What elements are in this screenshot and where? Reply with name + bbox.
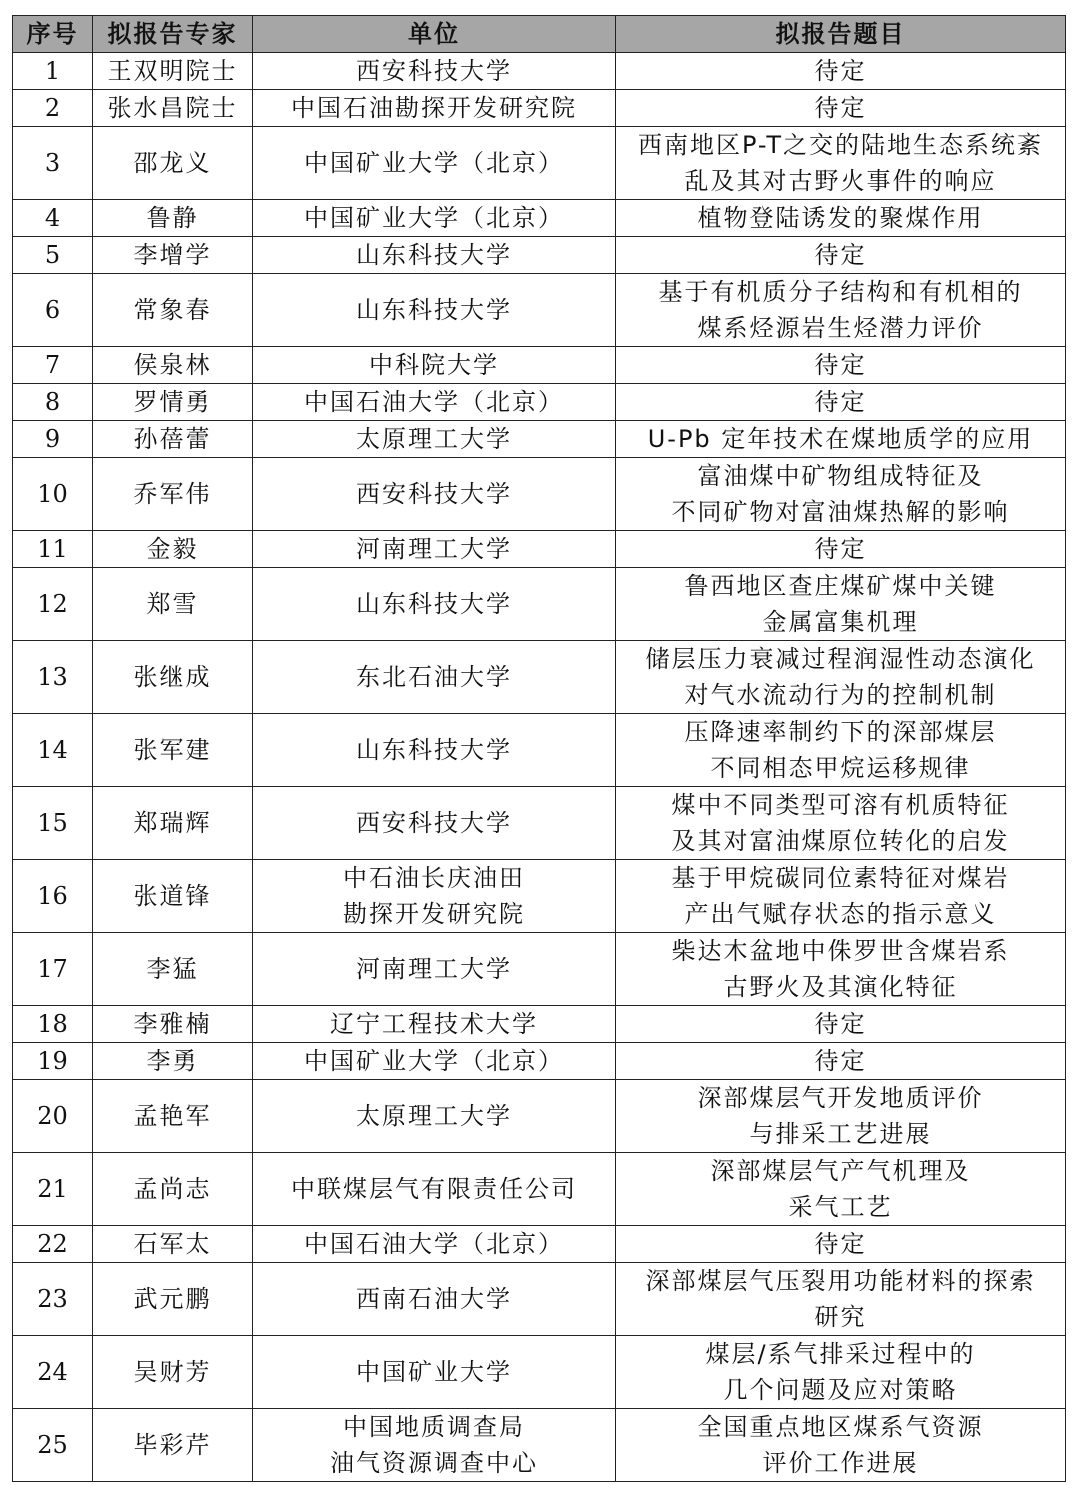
row-unit	[253, 127, 616, 200]
title-line: 待定	[814, 94, 867, 122]
unit-line: 河南理工大学	[356, 955, 512, 983]
row-title	[616, 933, 1066, 1006]
title-line: 深部煤层气产气机理及	[710, 1157, 971, 1185]
row-index: 22	[13, 1226, 93, 1263]
title-line: 评价工作进展	[762, 1449, 919, 1477]
row-title	[616, 531, 1066, 568]
row-expert: 张军建	[93, 714, 253, 787]
row-title	[616, 384, 1066, 421]
table-row	[13, 1080, 1066, 1153]
unit-line: 山东科技大学	[356, 590, 512, 618]
row-unit	[253, 458, 616, 531]
row-expert: 鲁静	[93, 200, 253, 237]
unit-line: 中国石油勘探开发研究院	[291, 94, 577, 122]
row-expert: 李勇	[93, 1043, 253, 1080]
row-unit	[253, 933, 616, 1006]
row-expert: 毕彩芹	[93, 1409, 253, 1482]
row-expert: 罗情勇	[93, 384, 253, 421]
title-line: 待定	[814, 1230, 867, 1258]
title-line: 待定	[814, 1010, 867, 1038]
unit-line: 中联煤层气有限责任公司	[291, 1175, 577, 1203]
row-expert: 李雅楠	[93, 1006, 253, 1043]
row-index: 3	[13, 127, 93, 200]
row-unit	[253, 347, 616, 384]
row-expert: 王双明院士	[93, 53, 253, 90]
unit-line: 中国石油大学（北京）	[304, 388, 564, 416]
row-title	[616, 53, 1066, 90]
row-index: 14	[13, 714, 93, 787]
row-unit	[253, 1006, 616, 1043]
row-index: 19	[13, 1043, 93, 1080]
row-unit	[253, 531, 616, 568]
row-index: 17	[13, 933, 93, 1006]
unit-line: 中国矿业大学	[356, 1358, 512, 1386]
table-row	[13, 1153, 1066, 1226]
unit-line: 勘探开发研究院	[343, 900, 525, 928]
row-unit	[253, 1263, 616, 1336]
table-row	[13, 384, 1066, 421]
table-row	[13, 200, 1066, 237]
title-line: 煤系烃源岩生烃潜力评价	[697, 314, 984, 342]
title-line: 待定	[814, 241, 867, 269]
title-line: 与排采工艺进展	[749, 1120, 932, 1148]
unit-line: 中国矿业大学（北京）	[304, 149, 564, 177]
row-unit	[253, 860, 616, 933]
title-line: 柴达木盆地中侏罗世含煤岩系	[671, 937, 1010, 965]
header-expert: 拟报告专家	[93, 16, 253, 53]
table-row	[13, 714, 1066, 787]
table-row	[13, 860, 1066, 933]
row-expert: 常象春	[93, 274, 253, 347]
row-expert: 乔军伟	[93, 458, 253, 531]
title-line: 不同相态甲烷运移规律	[710, 754, 971, 782]
table-row	[13, 1336, 1066, 1409]
row-index: 9	[13, 421, 93, 458]
unit-line: 西安科技大学	[356, 809, 512, 837]
unit-line: 中国矿业大学（北京）	[304, 204, 564, 232]
title-line: 研究	[814, 1303, 867, 1331]
unit-line: 山东科技大学	[356, 241, 512, 269]
unit-line: 西安科技大学	[356, 57, 512, 85]
row-index: 13	[13, 641, 93, 714]
header-index: 序号	[13, 16, 93, 53]
table-row	[13, 787, 1066, 860]
row-index: 16	[13, 860, 93, 933]
header-title: 拟报告题目	[616, 16, 1066, 53]
table-row	[13, 237, 1066, 274]
title-line: 待定	[814, 351, 867, 379]
header-row	[13, 16, 1066, 53]
title-line: 乱及其对古野火事件的响应	[684, 167, 997, 195]
row-title	[616, 1080, 1066, 1153]
table-row	[13, 90, 1066, 127]
table-row	[13, 933, 1066, 1006]
header-unit: 单位	[253, 16, 616, 53]
row-expert: 石军太	[93, 1226, 253, 1263]
row-unit	[253, 1336, 616, 1409]
unit-line: 中国石油大学（北京）	[304, 1230, 564, 1258]
title-line: 不同矿物对富油煤热解的影响	[671, 498, 1010, 526]
row-unit	[253, 568, 616, 641]
row-expert: 孟艳军	[93, 1080, 253, 1153]
row-title	[616, 347, 1066, 384]
title-line: 产出气赋存状态的指示意义	[684, 900, 997, 928]
row-expert: 孟尚志	[93, 1153, 253, 1226]
row-index: 7	[13, 347, 93, 384]
row-expert: 李增学	[93, 237, 253, 274]
row-index: 6	[13, 274, 93, 347]
row-index: 2	[13, 90, 93, 127]
unit-line: 河南理工大学	[356, 535, 512, 563]
title-line: 几个问题及应对策略	[723, 1376, 958, 1404]
row-index: 21	[13, 1153, 93, 1226]
row-index: 23	[13, 1263, 93, 1336]
table-row	[13, 531, 1066, 568]
title-line: 及其对富油煤原位转化的启发	[671, 827, 1010, 855]
title-line: 古野火及其演化特征	[723, 973, 958, 1001]
table-row	[13, 1006, 1066, 1043]
title-line: 煤中不同类型可溶有机质特征	[671, 791, 1010, 819]
table-row	[13, 1226, 1066, 1263]
table-row	[13, 347, 1066, 384]
row-unit	[253, 1043, 616, 1080]
table-row	[13, 127, 1066, 200]
row-unit	[253, 53, 616, 90]
row-expert: 郑瑞辉	[93, 787, 253, 860]
title-line: 基于甲烷碳同位素特征对煤岩	[671, 864, 1010, 892]
row-index: 10	[13, 458, 93, 531]
row-title	[616, 1409, 1066, 1482]
row-unit	[253, 421, 616, 458]
unit-line: 中国地质调查局	[343, 1413, 525, 1441]
row-unit	[253, 641, 616, 714]
row-expert: 武元鹏	[93, 1263, 253, 1336]
row-expert: 李猛	[93, 933, 253, 1006]
row-title	[616, 787, 1066, 860]
title-line: 对气水流动行为的控制机制	[684, 681, 997, 709]
row-unit	[253, 274, 616, 347]
row-expert: 张继成	[93, 641, 253, 714]
title-line: 压降速率制约下的深部煤层	[684, 718, 997, 746]
table-row	[13, 421, 1066, 458]
unit-line: 西南石油大学	[356, 1285, 512, 1313]
row-index: 18	[13, 1006, 93, 1043]
title-line: 基于有机质分子结构和有机相的	[658, 278, 1023, 306]
title-line: 待定	[814, 535, 867, 563]
row-title	[616, 90, 1066, 127]
row-unit	[253, 384, 616, 421]
unit-line: 中石油长庆油田	[343, 864, 525, 892]
row-unit	[253, 1153, 616, 1226]
title-line: 储层压力衰减过程润湿性动态演化	[645, 645, 1036, 673]
row-expert: 邵龙义	[93, 127, 253, 200]
table-body	[13, 53, 1066, 1482]
row-title	[616, 237, 1066, 274]
unit-line: 太原理工大学	[356, 425, 512, 453]
unit-line: 辽宁工程技术大学	[330, 1010, 538, 1038]
table-row	[13, 1263, 1066, 1336]
row-unit	[253, 1080, 616, 1153]
row-index: 4	[13, 200, 93, 237]
title-line: 金属富集机理	[762, 608, 919, 636]
row-expert: 郑雪	[93, 568, 253, 641]
table-row	[13, 1409, 1066, 1482]
row-title	[616, 641, 1066, 714]
row-title	[616, 568, 1066, 641]
title-line: 深部煤层气压裂用功能材料的探索	[645, 1267, 1036, 1295]
row-expert: 吴财芳	[93, 1336, 253, 1409]
row-index: 20	[13, 1080, 93, 1153]
row-expert: 张道锋	[93, 860, 253, 933]
row-unit	[253, 714, 616, 787]
row-expert: 孙蓓蕾	[93, 421, 253, 458]
unit-line: 山东科技大学	[356, 736, 512, 764]
title-line: 植物登陆诱发的聚煤作用	[697, 204, 984, 232]
title-line: U-Pb 定年技术在煤地质学的应用	[647, 425, 1034, 453]
unit-line: 太原理工大学	[356, 1102, 512, 1130]
title-line: 待定	[814, 388, 867, 416]
row-index: 24	[13, 1336, 93, 1409]
table-row	[13, 568, 1066, 641]
title-line: 富油煤中矿物组成特征及	[697, 462, 984, 490]
row-index: 11	[13, 531, 93, 568]
row-unit	[253, 237, 616, 274]
row-title	[616, 274, 1066, 347]
row-index: 5	[13, 237, 93, 274]
table-row	[13, 641, 1066, 714]
row-index: 15	[13, 787, 93, 860]
title-line: 深部煤层气开发地质评价	[697, 1084, 984, 1112]
row-title	[616, 421, 1066, 458]
title-line: 待定	[814, 1047, 867, 1075]
row-index: 12	[13, 568, 93, 641]
row-index: 25	[13, 1409, 93, 1482]
row-title	[616, 860, 1066, 933]
row-expert: 金毅	[93, 531, 253, 568]
table-row	[13, 53, 1066, 90]
row-title	[616, 1006, 1066, 1043]
row-unit	[253, 1409, 616, 1482]
row-expert: 张水昌院士	[93, 90, 253, 127]
unit-line: 山东科技大学	[356, 296, 512, 324]
unit-line: 油气资源调查中心	[330, 1449, 538, 1477]
title-line: 鲁西地区查庄煤矿煤中关键	[684, 572, 997, 600]
row-expert: 侯泉林	[93, 347, 253, 384]
row-unit	[253, 200, 616, 237]
title-line: 西南地区P-T之交的陆地生态系统紊	[637, 131, 1044, 159]
title-line: 采气工艺	[788, 1193, 893, 1221]
unit-line: 中国矿业大学（北京）	[304, 1047, 564, 1075]
title-line: 全国重点地区煤系气资源	[697, 1413, 984, 1441]
row-title	[616, 1336, 1066, 1409]
row-title	[616, 1263, 1066, 1336]
unit-line: 西安科技大学	[356, 480, 512, 508]
row-title	[616, 458, 1066, 531]
row-title	[616, 1153, 1066, 1226]
row-unit	[253, 787, 616, 860]
row-title	[616, 714, 1066, 787]
row-index: 8	[13, 384, 93, 421]
table-row	[13, 1043, 1066, 1080]
row-title	[616, 200, 1066, 237]
row-unit	[253, 90, 616, 127]
table-row	[13, 458, 1066, 531]
row-index: 1	[13, 53, 93, 90]
title-line: 煤层/系气排采过程中的	[705, 1340, 976, 1368]
row-title	[616, 1043, 1066, 1080]
table-header	[13, 16, 1066, 53]
unit-line: 中科院大学	[369, 351, 499, 379]
row-unit	[253, 1226, 616, 1263]
expert-table	[12, 15, 1066, 1482]
row-title	[616, 1226, 1066, 1263]
title-line: 待定	[814, 57, 867, 85]
table-row	[13, 274, 1066, 347]
unit-line: 东北石油大学	[356, 663, 512, 691]
row-title	[616, 127, 1066, 200]
